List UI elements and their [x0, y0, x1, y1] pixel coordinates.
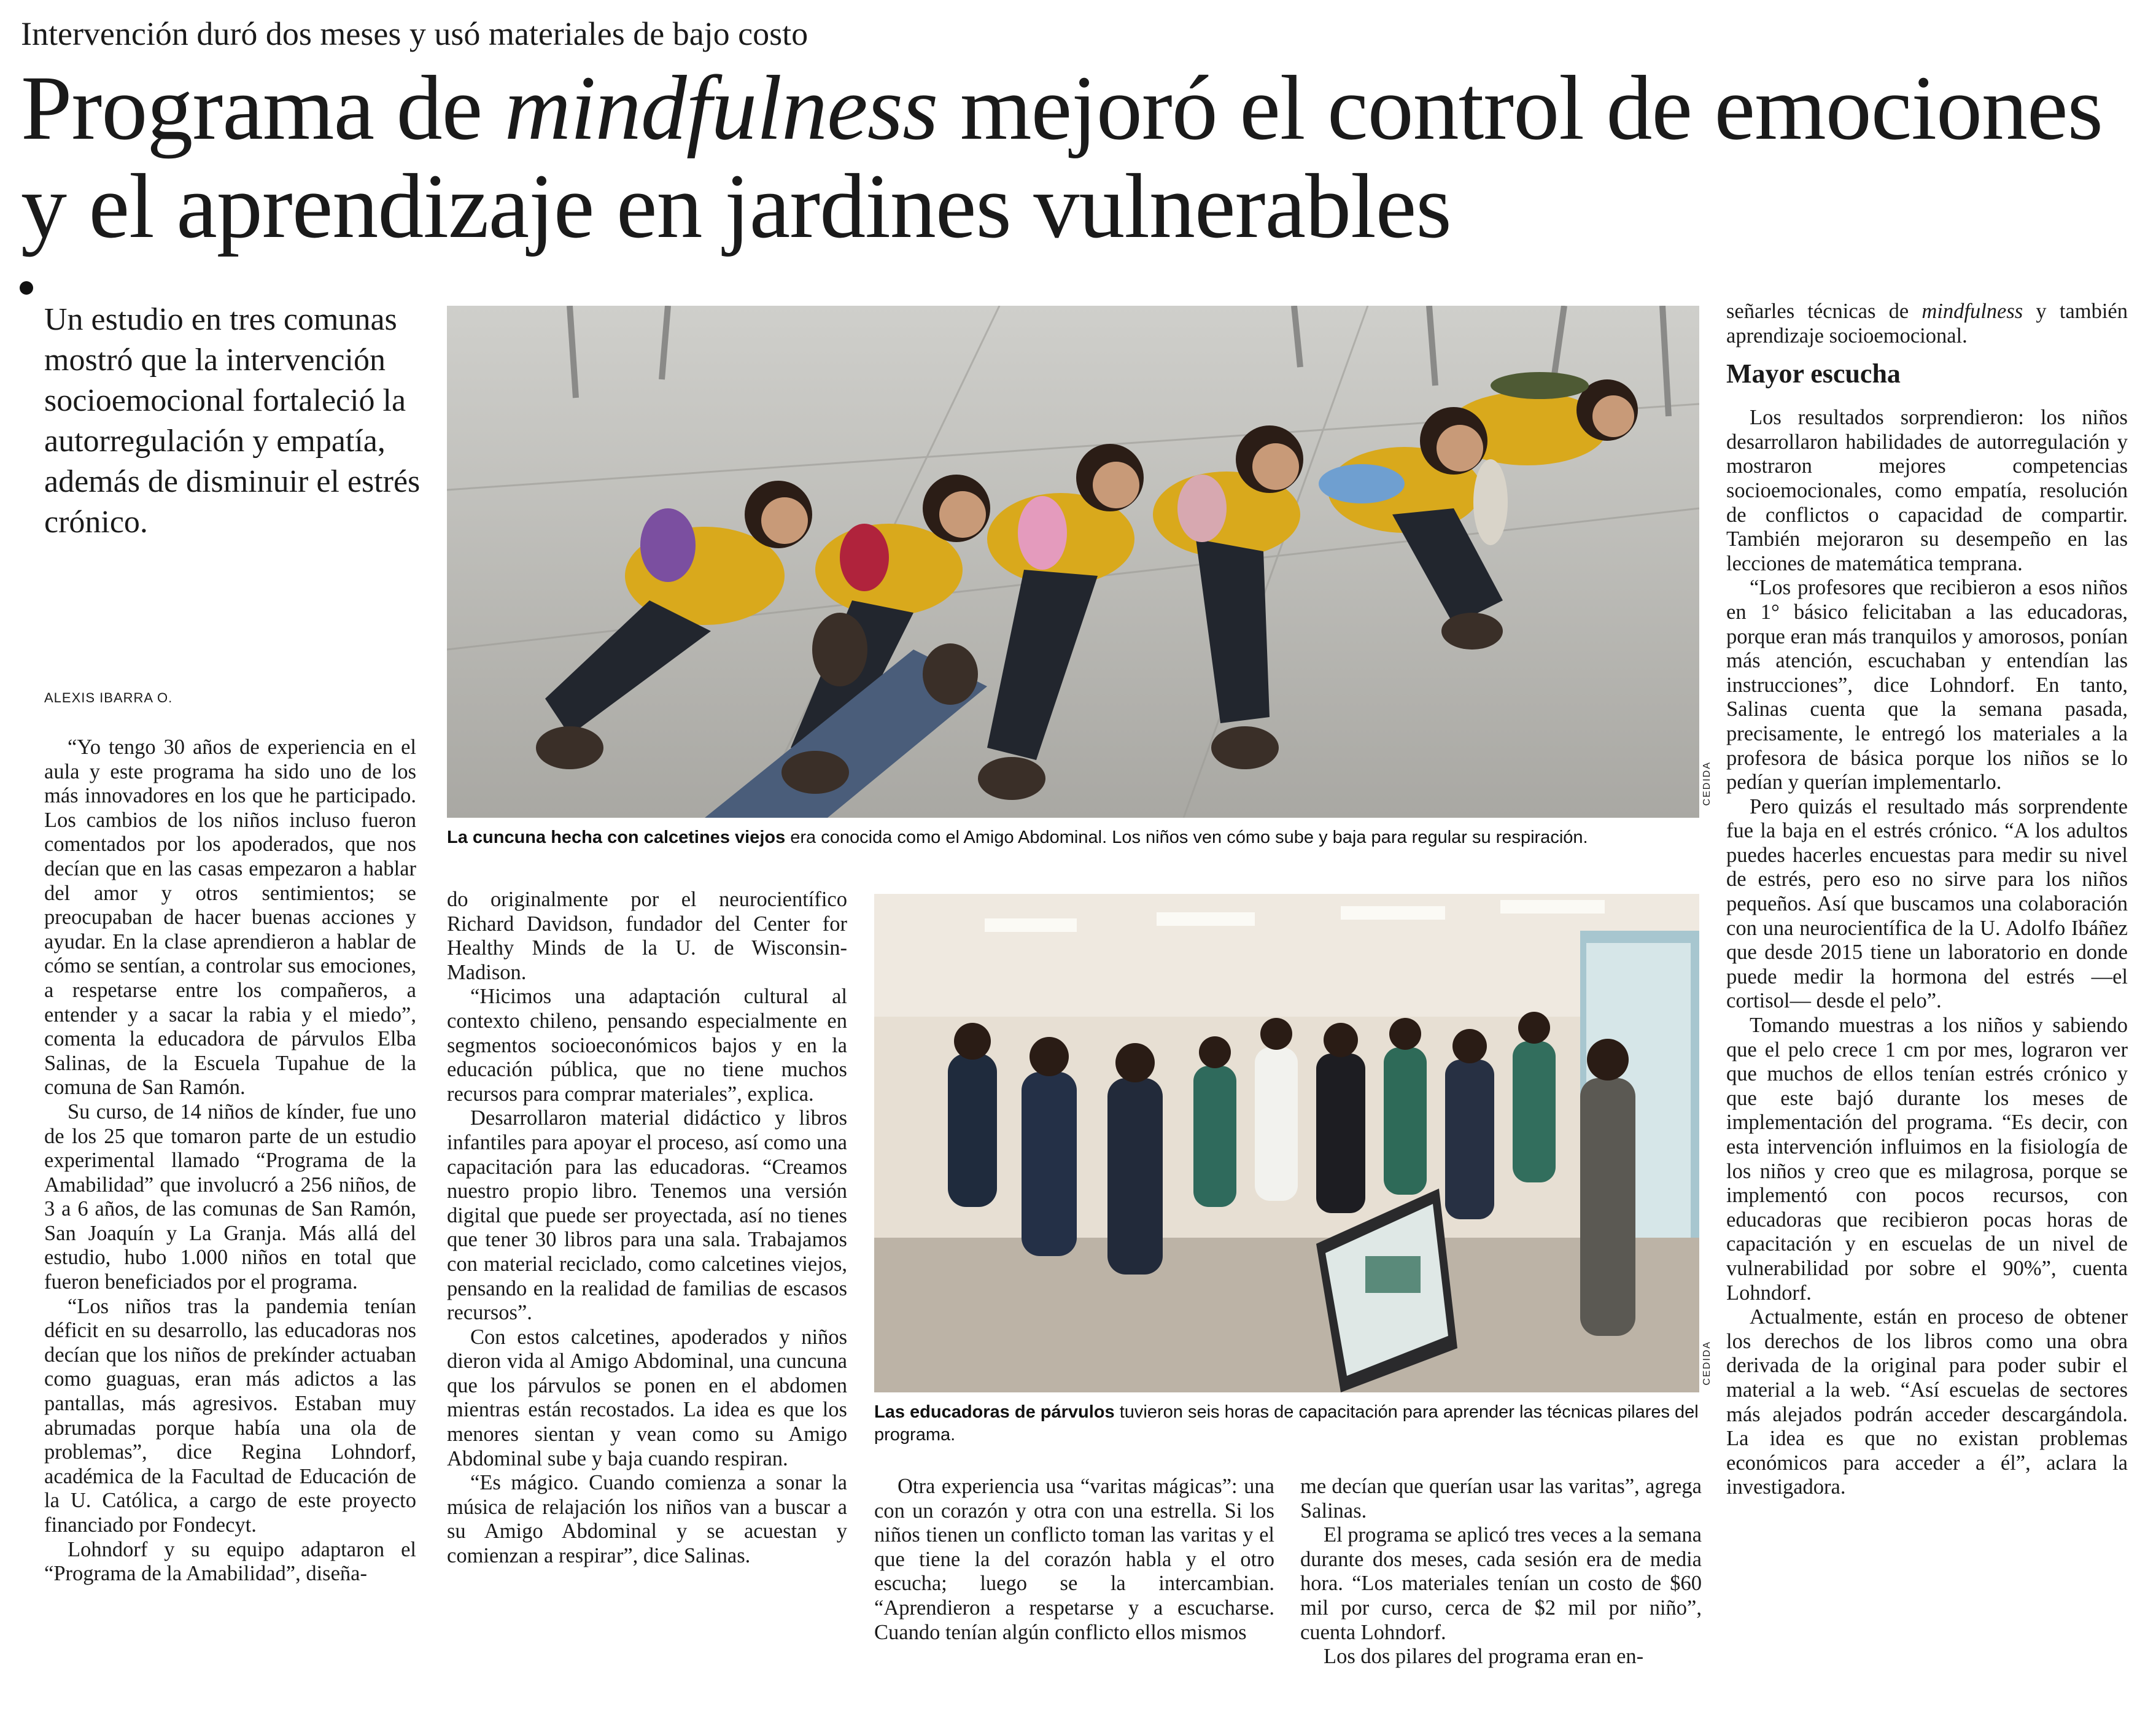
- paragraph: me decían que querían usar las varitas”, agrega Salinas.: [1300, 1475, 1702, 1523]
- intro-post: y también aprendizaje socioemocional.: [1726, 300, 2128, 347]
- photo-credit: CEDIDA: [1702, 761, 1712, 806]
- kicker: Intervención duró dos meses y usó materiales de bajo costo: [21, 15, 808, 52]
- caption-lead: Las educadoras de párvulos: [874, 1402, 1115, 1422]
- photo-credit: CEDIDA: [1702, 1341, 1712, 1386]
- photo-children-lying: [447, 306, 1699, 818]
- paragraph: do originalmente por el neurocientífico Richard Davidson, fundador del Center for Healthy Minds de la U. de Wisconsin-Madison.: [447, 888, 847, 984]
- paragraph: “Hicimos una adaptación cultural al contexto chileno, pensando especialmente en segmentos socioeconómicos bajos y en la educación pública, que no tiene muchos recursos para comprar materiales”, explica.: [447, 985, 847, 1106]
- paragraph: Su curso, de 14 niños de kínder, fue uno de los 25 que tomaron parte de un estudio experimental llamado “Programa de la Amabilidad” que involucró a 256 niños, de 3 a 6 años, de las comunas de San Ramón, San Joaquín y La Granja. Más allá del estudio, hubo 1.000 niños en total que fueron beneficiados por el programa.: [44, 1100, 416, 1294]
- subhead: Mayor escucha: [1726, 359, 1901, 389]
- column-5: [1726, 300, 2128, 1500]
- column-4: [1300, 1475, 1702, 1669]
- paragraph: Con estos calcetines, apoderados y niños dieron vida al Amigo Abdominal, una cuncuna que los párvulos se ponen en el abdomen mientras están recostados. La idea es que los menores sientan y vean como su Amigo Abdominal sube y baja cuando respiran.: [447, 1325, 847, 1470]
- photo-caption: [447, 826, 1712, 849]
- paragraph: Los resultados sorprendieron: los niños desarrollaron habilidades de autorregulación y mostraron mejores competencias socioemocionales, como empatía, resolución de conflictos o capacidad de compartir. También mejoraron su desempeño en las lecciones de matemática temprana.: [1726, 406, 2128, 575]
- paragraph: Desarrollaron material didáctico y libros infantiles para apoyar el proceso, así como una capacitación para las educadoras. “Creamos nuestro propio libro. Tenemos una versión digital que puede ser proyectada, así no tienes que tener 30 libros para una sala. Trabajamos con material reciclado, como calcetines viejos, pensando en la realidad de familias de escasos recursos”.: [447, 1106, 847, 1325]
- headline-post: mejoró el control de emociones y el aprendizaje en jardines vulnerables: [21, 57, 2103, 257]
- paragraph: “Es mágico. Cuando comienza a sonar la música de relajación los niños van a buscar a su Amigo Abdominal y se acuestan y comienzan a respirar”, dice Salinas.: [447, 1471, 847, 1568]
- intro-pre: señarles técnicas de: [1726, 300, 1922, 323]
- paragraph: El programa se aplicó tres veces a la semana durante dos meses, cada sesión era de media hora. “Los materiales tenían un costo de $60 mil por curso, cerca de $2 mil por niño”, cuenta Lohndorf.: [1300, 1523, 1702, 1644]
- lede-bullet: [20, 281, 33, 295]
- caption-text: era conocida como el Amigo Abdominal. Los niños ven cómo sube y baja para regular su respiración.: [785, 828, 1588, 847]
- paragraph: Los dos pilares del programa eran en-: [1324, 1645, 1644, 1669]
- paragraph: [1726, 300, 2128, 348]
- headline: [21, 59, 2139, 255]
- byline: ALEXIS IBARRA O.: [44, 690, 173, 705]
- paragraph: “Los profesores que recibieron a esos niños en 1° básico felicitaban a las educadoras, porque eran más tranquilos y amorosos, ponían más atención, escuchaban y entendían las instrucciones”, dice Lohndorf. En tanto, Salinas cuenta que la semana pasada, precisamente, le entregó los materiales a la profesora de básica porque los niños se lo pedían y querían implementarlo.: [1726, 576, 2128, 794]
- paragraph: Lohndorf y su equipo adaptaron el “Programa de la Amabilidad”, diseña-: [44, 1537, 416, 1586]
- photo-caption: [874, 1401, 1709, 1446]
- paragraph: Otra experiencia usa “varitas mágicas”: una con un corazón y otra con una estrella. Si los niños tienen un conflicto toman las varitas y el que tiene la del corazón habla y el otro escucha; luego se la intercambian. “Aprendieron a respetarse y a escucharse. Cuando tenían algún conflicto ellos mismos: [874, 1475, 1274, 1644]
- caption-lead: La cuncuna hecha con calcetines viejos: [447, 828, 786, 847]
- paragraph: Pero quizás el resultado más sorprendente fue la baja en el estrés crónico. “A los adultos puedes hacerles encuestas para medir su nivel de estrés, pero eso no sirve para los niños pequeños. Así que buscamos una colaboración con una neurocientífica de la U. Adolfo Ibáñez que desde 2015 tiene un laboratorio en donde puede medir la hormona del estrés —el cortisol— desde el pelo”.: [1726, 794, 2128, 1013]
- intro-em: mindfulness: [1921, 300, 2023, 323]
- headline-em: mindfulness: [504, 57, 938, 159]
- paragraph: “Yo tengo 30 años de experiencia en el aula y este programa ha sido uno de los más innovadores en los que he participado. Los cambios de los niños incluso fueron comentados por los apoderados, que nos decían que en las casas empezaron a hablar del amor y otros sentimientos; se preocupaban de hacer buenas acciones y ayudar. En la clase aprendieron a hablar de cómo se sentían, a controlar sus emociones, a respetarse entre los compañeros, a entender y a sacar la rabia y el miedo”, comenta la educadora de párvulos Elba Salinas, de la Escuela Tupahue de la comuna de San Ramón.: [44, 735, 416, 1100]
- column-3: [874, 1475, 1274, 1645]
- caption-text: tuvieron seis horas de capacitación para aprender las técnicas pilares del programa.: [874, 1402, 1699, 1445]
- paragraph: Tomando muestras a los niños y sabiendo que el pelo crece 1 cm por mes, lograron ver que muchos de ellos tenían estrés crónico y que este bajó durante los meses de implementación del programa. “Es decir, con esta intervención influimos en la fisiología de los niños y creo que es milagrosa, porque se implementó con pocos recursos, con educadoras que recibieron pocas horas de capacitación y en escuelas de un nivel de vulnerabilidad por sobre el 90%”, cuenta Lohndorf.: [1726, 1014, 2128, 1305]
- headline-pre: Programa de: [21, 57, 505, 159]
- paragraph: Actualmente, están en proceso de obtener los derechos de los libros como una obra derivada de la original para poder subir el material a la web. “Así escuelas de sectores más alejados podrán acceder descargándola. La idea es que no existan problemas económicos para acceder a él”, aclara la investigadora.: [1726, 1305, 2128, 1499]
- photo-educators-training: [874, 894, 1699, 1392]
- lede: Un estudio en tres comunas mostró que la intervención socioemocional fortaleció la autorregulación y empatía, además de disminuir el estrés crónico.: [44, 302, 421, 540]
- column-2: [447, 888, 847, 1569]
- paragraph: “Los niños tras la pandemia tenían déficit en su desarrollo, las educadoras nos decían que los niños de prekínder actuaban como guaguas, eran más adictos a las pantallas, más agresivos. Estaban muy abrumadas porque había una ola de problemas”, dice Regina Lohndorf, académica de la Facultad de Educación de la U. Católica, a cargo de este proyecto financiado por Fondecyt.: [44, 1294, 416, 1537]
- column-1: [44, 735, 416, 1586]
